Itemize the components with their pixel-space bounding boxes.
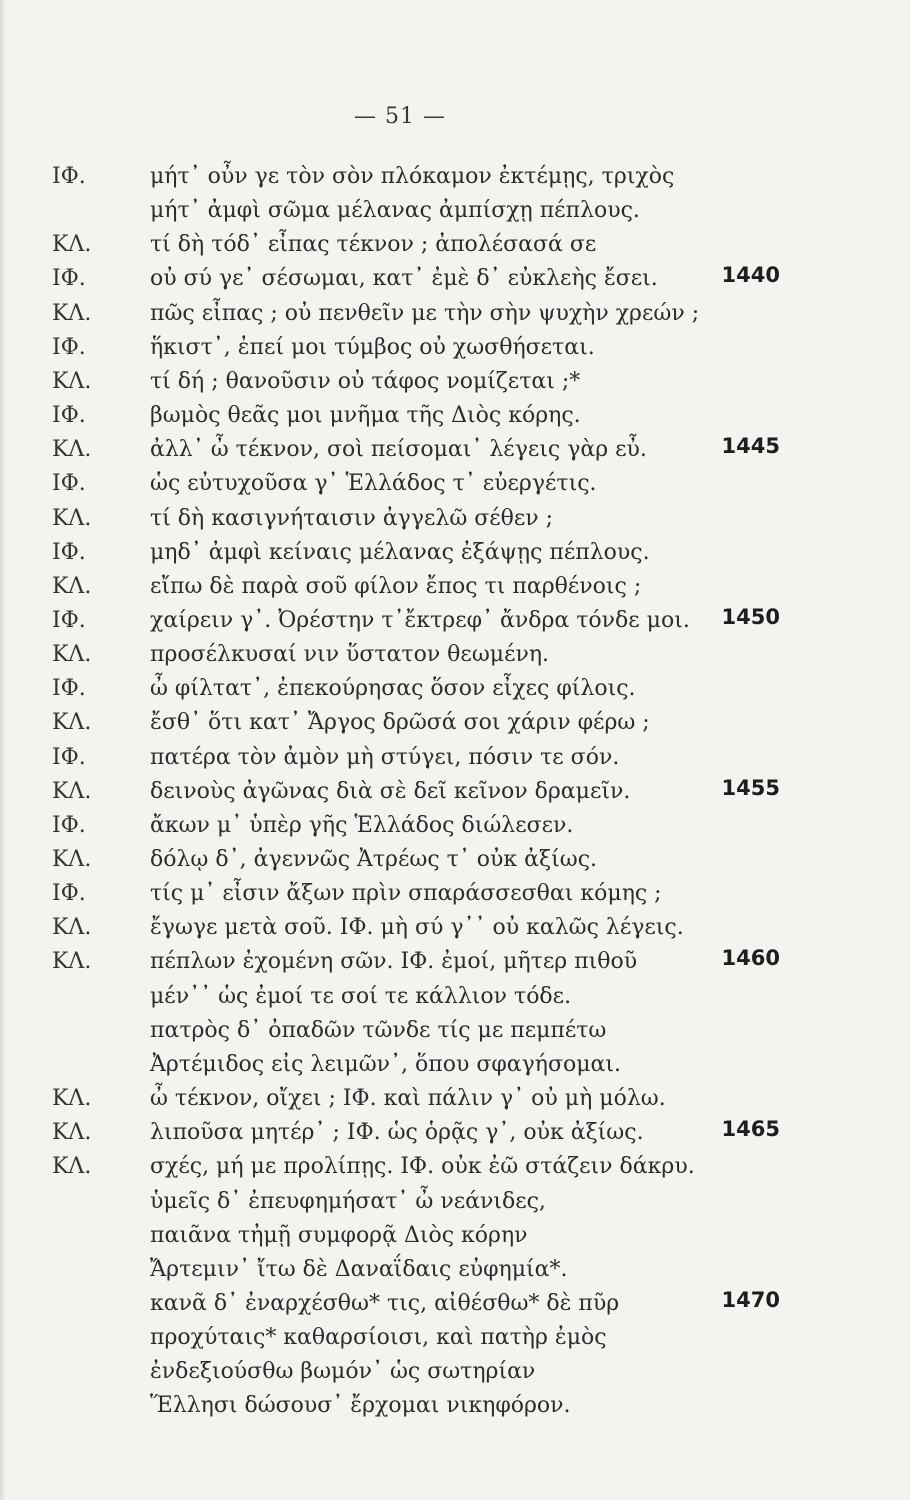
verse-line xyxy=(0,775,910,809)
line-number: 1445 xyxy=(721,434,780,459)
verse-text: ἥκιστ᾽, ἐπεί μοι τύμβος οὐ χωσθήσεται. xyxy=(150,334,595,360)
verse-line xyxy=(0,228,910,262)
verse-line xyxy=(0,741,910,775)
verse-text: τίς μ᾽ εἶσιν ἄξων πρὶν σπαράσσεσθαι κόμης ; xyxy=(150,881,662,907)
verse-line xyxy=(0,1185,910,1219)
verse-text: πατρὸς δ᾽ ὀπαδῶν τῶνδε τίς με πεμπέτω xyxy=(150,1017,607,1043)
verse-line xyxy=(0,194,910,228)
verse-text: ἔγωγε μετὰ σοῦ. ΙΦ. μὴ σύ γ᾽᾽ οὐ καλῶς λέγεις. xyxy=(150,915,684,941)
verse-text: μήτ᾽ ἀμφὶ σῶμα μέλανας ἀμπίσχῃ πέπλους. xyxy=(150,198,640,224)
verse-line xyxy=(0,1048,910,1082)
verse-line xyxy=(0,433,910,467)
speaker-label: ΚΛ. xyxy=(52,573,92,599)
verse-line xyxy=(0,877,910,911)
verse-text: ὦ τέκνον, οἴχει ; ΙΦ. καὶ πάλιν γ᾽ οὐ μὴ μόλω. xyxy=(150,1086,666,1112)
verse-line xyxy=(0,706,910,740)
verse-text: ἀλλ᾽ ὦ τέκνον, σοὶ πείσομαι᾽ λέγεις γὰρ εὖ. xyxy=(150,437,647,463)
verse-text: σχές, μή με προλίπῃς. ΙΦ. οὐκ ἐῶ στάζειν δάκρυ. xyxy=(150,1154,695,1180)
speaker-label: ΙΦ. xyxy=(52,676,86,702)
verse-text: εἴπω δὲ παρὰ σοῦ φίλον ἔπος τι παρθένοις ; xyxy=(150,573,642,599)
verse-text: μήτ᾽ οὖν γε τὸν σὸν πλόκαμον ἐκτέμῃς, τριχὸς xyxy=(150,164,675,189)
verse-line xyxy=(0,1355,910,1389)
verse-line xyxy=(0,911,910,945)
speaker-label: ΙΦ. xyxy=(52,471,86,497)
verse-text: προσέλκυσαί νιν ὕστατον θεωμένη. xyxy=(150,642,550,668)
verse-text: Ἕλλησι δώσουσ᾽ ἔρχομαι νικηφόρον. xyxy=(150,1393,571,1419)
verse-line xyxy=(0,672,910,706)
verse-line xyxy=(0,365,910,399)
speaker-label: ΚΛ. xyxy=(52,949,92,975)
verse-text: τί δή ; θανοῦσιν οὐ τάφος νομίζεται ;* xyxy=(150,368,581,394)
speaker-label: ΙΦ. xyxy=(52,164,86,189)
verse-line xyxy=(0,1116,910,1150)
verse-text: ἄκων μ᾽ ὑπὲρ γῆς Ἑλλάδος διώλεσεν. xyxy=(150,812,574,838)
verse-text: βωμὸς θεᾶς μοι μνῆμα τῆς Διὸς κόρης. xyxy=(150,403,581,429)
verse-line xyxy=(0,604,910,638)
verse-line xyxy=(0,809,910,843)
speaker-label: ΚΛ. xyxy=(52,1086,92,1112)
speaker-label: ΙΦ. xyxy=(52,539,86,565)
verse-text: τί δὴ κασιγνήταισιν ἀγγελῶ σέθεν ; xyxy=(150,505,554,531)
verse-line xyxy=(0,262,910,296)
verse-line xyxy=(0,638,910,672)
verse-line xyxy=(0,1287,910,1321)
verse-line xyxy=(0,570,910,604)
verse-text: χαίρειν γ᾽. Ὀρέστην τ᾽ἔκτρεφ᾽ ἄνδρα τόνδε μοι. xyxy=(150,607,690,633)
verse-text: λιποῦσα μητέρ᾽ ; ΙΦ. ὡς ὁρᾷς γ᾽, οὐκ ἀξίως. xyxy=(150,1120,644,1146)
speaker-label: ΚΛ. xyxy=(52,368,92,394)
speaker-label: ΙΦ. xyxy=(52,403,86,429)
verse-line xyxy=(0,1150,910,1184)
verse-text: ὡς εὐτυχοῦσα γ᾽ Ἑλλάδος τ᾽ εὐεργέτις. xyxy=(150,471,597,497)
speaker-label: ΙΦ. xyxy=(52,744,86,770)
verse-text: δόλῳ δ᾽, ἀγεννῶς Ἀτρέως τ᾽ οὐκ ἀξίως. xyxy=(150,847,598,872)
verse-line xyxy=(0,980,910,1014)
line-number: 1440 xyxy=(721,263,780,288)
verse-text: μηδ᾽ ἀμφὶ κείναις μέλανας ἐξάψῃς πέπλους. xyxy=(150,539,650,565)
verse-text: πατέρα τὸν ἀμὸν μὴ στύγει, πόσιν τε σόν. xyxy=(150,744,620,770)
speaker-label: ΚΛ. xyxy=(52,437,92,463)
speaker-label: ΚΛ. xyxy=(52,642,92,668)
verse-text: ἐνδεξιούσθω βωμόν᾽ ὡς σωτηρίαν xyxy=(150,1359,536,1385)
verse-text: δεινοὺς ἀγῶνας διὰ σὲ δεῖ κεῖνον δραμεῖν. xyxy=(150,778,631,804)
speaker-label: ΙΦ. xyxy=(52,334,86,360)
line-number: 1455 xyxy=(721,775,780,800)
speaker-label: ΚΛ. xyxy=(52,1120,92,1146)
speaker-label: ΚΛ. xyxy=(52,505,92,531)
verse-text: ὑμεῖς δ᾽ ἐπευφημήσατ᾽ ὦ νεάνιδες, xyxy=(150,1188,546,1214)
verse-line xyxy=(0,1014,910,1048)
verse-line xyxy=(0,536,910,570)
verse-text: μέν᾽᾽ ὡς ἐμοί τε σοί τε κάλλιον τόδε. xyxy=(150,983,572,1009)
verse-text: οὐ σύ γε᾽ σέσωμαι, κατ᾽ ἐμὲ δ᾽ εὐκλεὴς ἔσει. xyxy=(150,266,658,292)
speaker-label: ΚΛ. xyxy=(52,915,92,941)
line-number: 1450 xyxy=(721,604,780,629)
speaker-label: ΙΦ. xyxy=(52,607,86,633)
verse-line xyxy=(0,1253,910,1287)
speaker-label: ΙΦ. xyxy=(52,881,86,907)
verse-line xyxy=(0,399,910,433)
verse-line xyxy=(0,467,910,501)
verse-text: κανᾶ δ᾽ ἐναρχέσθω* τις, αἰθέσθω* δὲ πῦρ xyxy=(150,1290,620,1316)
speaker-label: ΙΦ. xyxy=(52,812,86,838)
speaker-label: ΚΛ. xyxy=(52,300,92,326)
verse-line xyxy=(0,297,910,331)
verse-text: τί δὴ τόδ᾽ εἶπας τέκνον ; ἀπολέσασά σε xyxy=(150,232,597,258)
verse-line xyxy=(0,843,910,877)
line-number: 1470 xyxy=(721,1287,780,1312)
verse-line xyxy=(0,160,910,194)
line-number: 1460 xyxy=(721,946,780,971)
verse-line xyxy=(0,1321,910,1355)
verse-line xyxy=(0,1389,910,1423)
verse-line xyxy=(0,331,910,365)
verse-text: πῶς εἶπας ; οὐ πενθεῖν με τὴν σὴν ψυχὴν χρεών ; xyxy=(150,300,700,326)
verse-text: παιᾶνα τἠμῇ συμφορᾷ Διὸς κόρην xyxy=(150,1222,528,1248)
speaker-label: ΙΦ. xyxy=(52,266,86,292)
verse-line xyxy=(0,945,910,979)
speaker-label: ΚΛ. xyxy=(52,847,92,872)
verse-text: ἔσθ᾽ ὅτι κατ᾽ Ἄργος δρῶσά σοι χάριν φέρω ; xyxy=(150,710,650,736)
page-number: — 51 — xyxy=(354,104,446,129)
speaker-label: ΚΛ. xyxy=(52,778,92,804)
verse-line xyxy=(0,1082,910,1116)
verse-line xyxy=(0,1219,910,1253)
speaker-label: ΚΛ. xyxy=(52,1154,92,1180)
verse-text: Ἄρτεμιν᾽ ἴτω δὲ Δαναΐδαις εὐφημία*. xyxy=(150,1256,568,1282)
speaker-label: ΚΛ. xyxy=(52,232,92,258)
speaker-label: ΚΛ. xyxy=(52,710,92,736)
verse-text: ὦ φίλτατ᾽, ἐπεκούρησας ὅσον εἶχες φίλοις. xyxy=(150,676,636,702)
verse-text: πέπλων ἐχομένη σῶν. ΙΦ. ἐμοί, μῆτερ πιθοῦ xyxy=(150,949,638,975)
line-number: 1465 xyxy=(721,1117,780,1142)
verse-line xyxy=(0,502,910,536)
verse-text: προχύταις* καθαρσίοισι, καὶ πατὴρ ἐμὸς xyxy=(150,1325,607,1351)
verse-text: Ἀρτέμιδος εἰς λειμῶν᾽, ὅπου σφαγήσομαι. xyxy=(150,1051,621,1077)
